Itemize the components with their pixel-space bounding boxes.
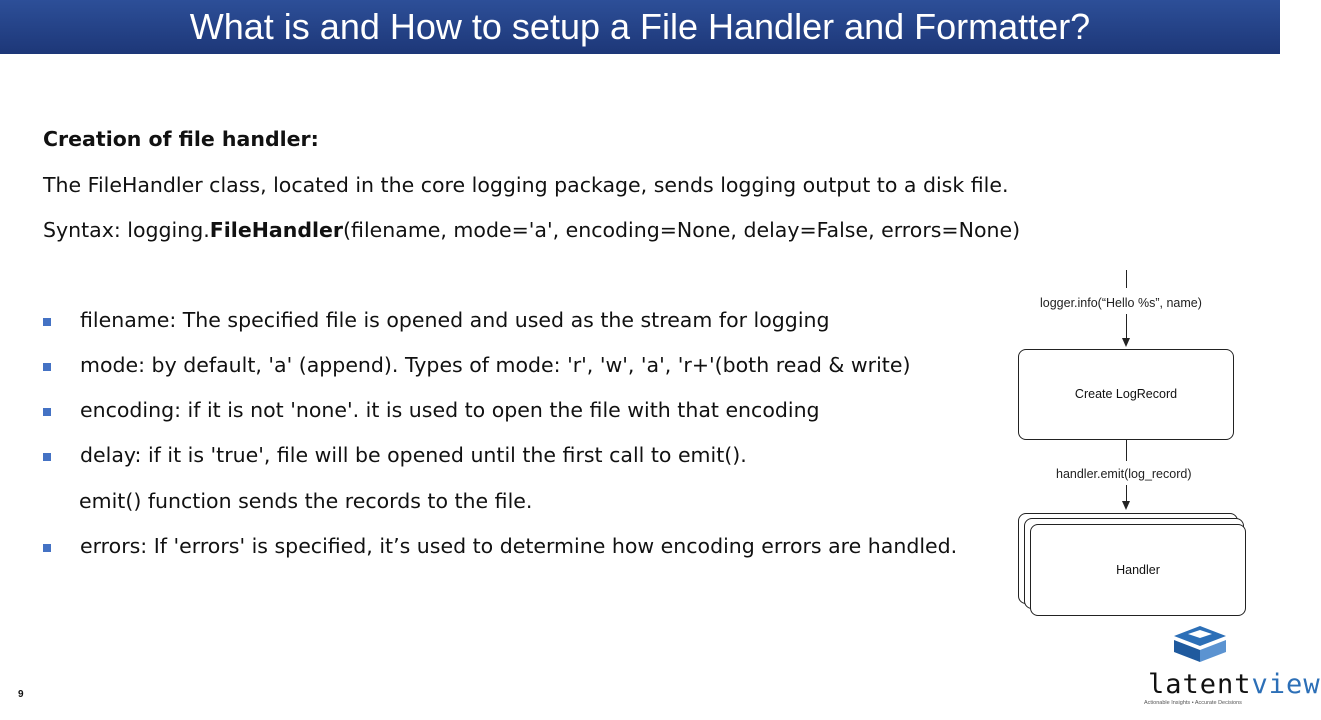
latentview-logo [1142, 624, 1321, 714]
mid-connector [1126, 439, 1127, 461]
logo-wordmark: latentview [1148, 669, 1321, 700]
logo-tagline: Actionable Insights • Accurate Decisions [1144, 700, 1242, 706]
bullet-text: errors: If 'errors' is specified, it’s used to determine how encoding errors are handled. [80, 534, 958, 558]
arrow-down-icon [1122, 501, 1130, 510]
syntax-prefix: Syntax: logging. [43, 218, 210, 242]
title-bar [0, 0, 1280, 54]
handler-emit-label: handler.emit(log_record) [1056, 467, 1192, 481]
handler-box [1030, 524, 1246, 616]
syntax-params: (filename, mode='a', encoding=None, delay=False, errors=None) [343, 218, 1021, 242]
bullet-text: filename: The specified file is opened and used as the stream for logging [80, 308, 830, 332]
bullet-text: encoding: if it is not 'none'. it is used to open the file with that encoding [80, 398, 820, 422]
slide-title: What is and How to setup a File Handler and Formatter? [189, 6, 1091, 47]
create-logrecord-label: Create LogRecord [1074, 387, 1178, 401]
section-heading: Creation of file handler: [43, 127, 319, 151]
create-logrecord-box [1018, 349, 1234, 440]
bullet-continuation: emit() function sends the records to the file. [79, 489, 533, 513]
handler-label: Handler [1116, 563, 1160, 577]
description-text: The FileHandler class, located in the core logging package, sends logging output to a disk file. [43, 173, 1009, 197]
logging-flow-diagram [1010, 262, 1260, 622]
syntax-class-name: FileHandler [209, 218, 344, 242]
bullet-marker [43, 318, 51, 326]
top-connector [1126, 270, 1127, 288]
bullet-text: mode: by default, 'a' (append). Types of mode: 'r', 'w', 'a', 'r+'(both read & write) [80, 353, 911, 377]
logo-emblem-icon [1170, 624, 1230, 666]
bullet-marker [43, 363, 51, 371]
arrow-line [1126, 314, 1127, 340]
bullet-marker [43, 544, 51, 552]
bullet-marker [43, 408, 51, 416]
syntax-line [43, 218, 1020, 242]
logger-info-label: logger.info(“Hello %s”, name) [1040, 296, 1202, 310]
bullet-text: delay: if it is 'true', file will be opened until the first call to emit(). [80, 443, 747, 467]
arrow-down-icon [1122, 338, 1130, 347]
bullet-marker [43, 453, 51, 461]
page-number: 9 [18, 689, 24, 700]
